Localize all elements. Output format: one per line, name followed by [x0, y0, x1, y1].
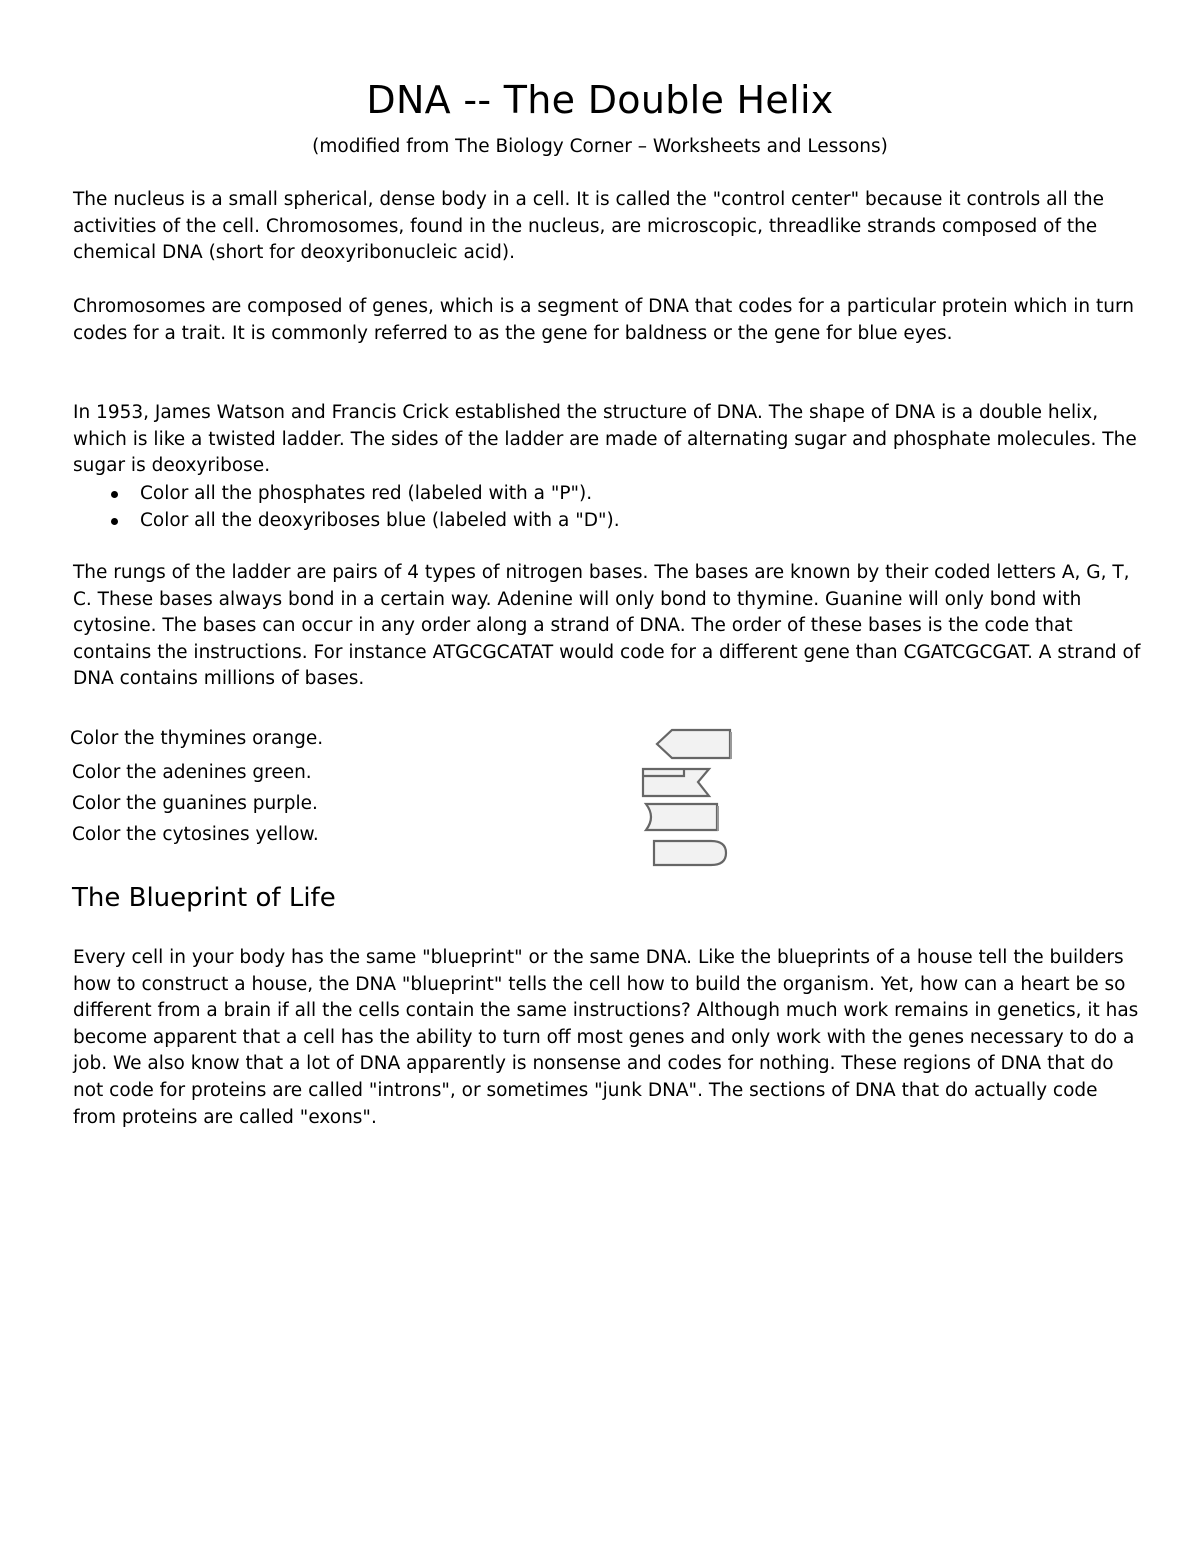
paragraph-nucleus: The nucleus is a small spherical, dense body in a cell. It is called the "control center" because it controls all the activities of the cell. Chromosomes, found in the nucleus, are microscopic, threadlike strands composed of the chemical DNA (short for deoxyribonucleic acid). [73, 189, 1105, 264]
bullet-dot-icon [111, 518, 118, 525]
thymine-shape [657, 730, 730, 758]
instruction-cytosines: Color the cytosines yellow. [72, 824, 319, 845]
paragraph-chromosomes: Chromosomes are composed of genes, which is a segment of DNA that codes for a particular protein which in turn codes for a trait. It is commonly referred to as the gene for baldness or the gene for blue eyes. [73, 296, 1134, 344]
bullet-text: Color all the deoxyriboses blue (labeled with a "D"). [140, 510, 620, 531]
guanine-shape [646, 804, 717, 830]
instruction-adenines: Color the adenines green. [72, 762, 312, 783]
bullet-text: Color all the phosphates red (labeled with a "P"). [140, 483, 593, 504]
document-subtitle: (modified from The Biology Corner – Worksheets and Lessons) [312, 136, 888, 157]
document-title: DNA -- The Double Helix [366, 78, 834, 122]
bullet-dot-icon [111, 491, 118, 498]
paragraph-blueprint: Every cell in your body has the same "blueprint" or the same DNA. Like the blueprints of a house tell the builders how to construct a house, the DNA "blueprint" tells the cell how to build the organism. Yet, how can a heart be so different from a brain if all the cells contain the same instructions? Although much work remains in genetics, it has become apparent that a cell has the ability to turn off most genes and only work with the genes necessary to do a job. We also know that a lot of DNA apparently is nonsense and codes for nothing. These regions of DNA that do not code for proteins are called "introns", or sometimes "junk DNA". The sections of DNA that do actually code from proteins are called "exons". [73, 947, 1139, 1128]
paragraph-bases: The rungs of the ladder are pairs of 4 types of nitrogen bases. The bases are known by their coded letters A, G, T, C. These bases always bond in a certain way. Adenine will only bond to thymine. Guanine will only bond with cytosine. The bases can occur in any order along a strand of DNA. The order of these bases is the code that contains the instructions. For instance ATGCGCATAT would code for a different gene than CGATCGCGAT. A strand of DNA contains millions of bases. [73, 562, 1141, 690]
adenine-shape [643, 769, 709, 796]
instruction-thymines: Color the thymines orange. [70, 728, 324, 749]
paragraph-structure: In 1953, James Watson and Francis Crick established the structure of DNA. The shape of DNA is a double helix, which is like a twisted ladder. The sides of the ladder are made of alternating sugar and phosphate molecules. The sugar is deoxyribose. [73, 402, 1137, 477]
section-heading: The Blueprint of Life [72, 883, 336, 913]
coloring-bullet-list [73, 480, 1073, 534]
bullet-item-deoxyriboses [73, 507, 1073, 534]
cytosine-shape [654, 841, 726, 865]
bullet-item-phosphates [73, 480, 1073, 507]
base-shapes-legend [638, 726, 738, 870]
instruction-guanines: Color the guanines purple. [72, 793, 318, 814]
